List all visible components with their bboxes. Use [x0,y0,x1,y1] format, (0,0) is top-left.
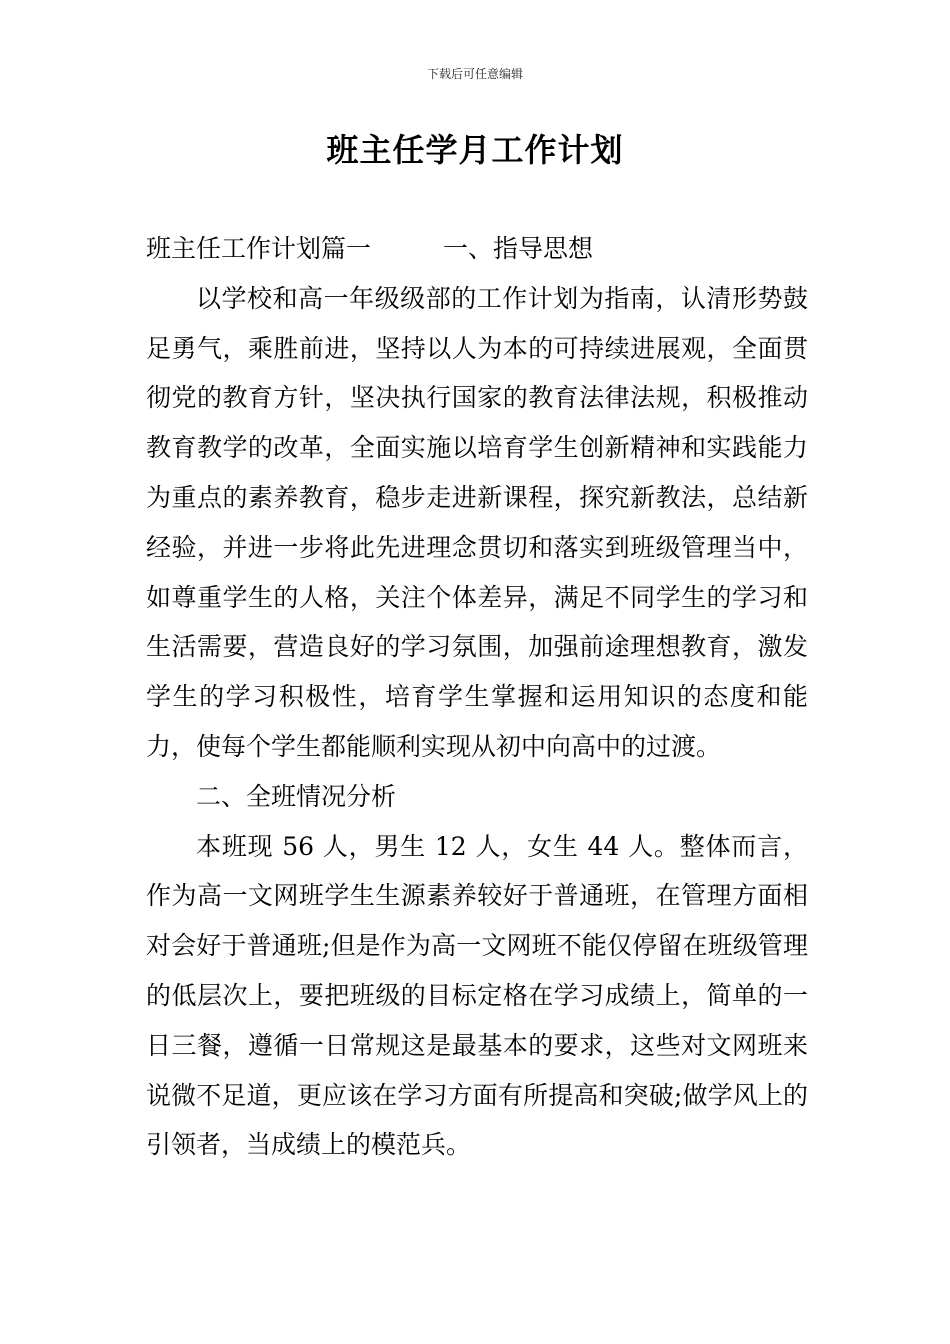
document-title: 班主任学月工作计划 [326,131,624,169]
section-heading-guiding-thought: 一、指导思想 [443,234,594,263]
paragraph-class-analysis: 本班现 56 人，男生 12 人，女生 44 人。整体而言，作为高一文网班学生生源素养较好于普通班，在管理方面相对会好于普通班;但是作为高一文网班不能仅停留在班级管理的低层次上，要把班级的目标定格在学习成绩上，简单的一日三餐，遵循一日常规这是最基本的要求，这些对文网班来说微不足道，更应该在学习方面有所提高和突破;做学风上的引领者，当成绩上的模范兵。 [146,831,808,1160]
section-heading-class-analysis: 二、全班情况分析 [196,781,397,811]
header-note: 下载后可任意编辑 [426,67,523,81]
intro-line [146,224,808,274]
plan-label: 班主任工作计划篇一 [146,234,372,263]
document-body [146,224,808,1170]
paragraph-guiding-thought: 以学校和高一年级级部的工作计划为指南，认清形势鼓足勇气，乘胜前进，坚持以人为本的可持续进展观，全面贯彻党的教育方针，坚决执行国家的教育法律法规，积极推动教育教学的改革，全面实施以培育学生创新精神和实践能力为重点的素养教育，稳步走进新课程，探究新教法，总结新经验，并进一步将此先进理念贯切和落实到班级管理当中，如尊重学生的人格，关注个体差异，满足不同学生的学习和生活需要，营造良好的学习氛围，加强前途理想教育，激发学生的学习积极性，培育学生掌握和运用知识的态度和能力，使每个学生都能顺利实现从初中向高中的过渡。 [146,283,808,761]
